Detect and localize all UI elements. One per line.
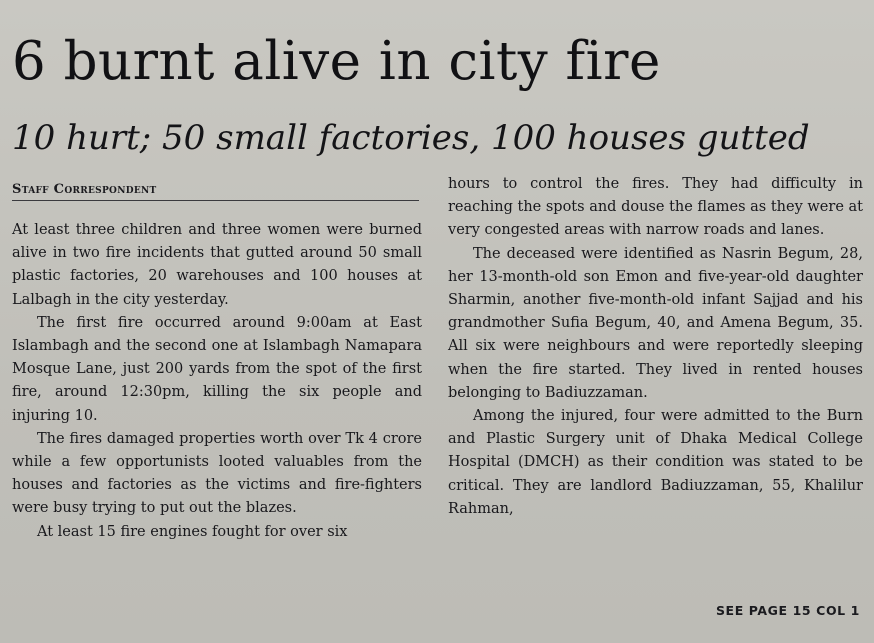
paragraph: hours to control the fires. They had difficulty in reaching the spots and douse the flames as they were at very congested areas with narrow roads and lanes. [448,176,863,239]
subheadline: 10 hurt; 50 small factories, 100 houses gutted [12,118,810,158]
continuation-jump-line: SEE PAGE 15 COL 1 [715,603,860,618]
article-column-right [448,173,863,521]
headline: 6 burnt alive in city fire [12,31,661,92]
paragraph: Among the injured, four were admitted to the Burn and Plastic Surgery unit of Dhaka Medical College Hospital (DMCH) as their condition was stated to be critical. They are landlord Badiuzzaman, 55, Khalilur Rahman, [448,408,863,517]
article-column-left [12,219,422,544]
paragraph: The deceased were identified as Nasrin Begum, 28, her 13-month-old son Emon and five-year-old daughter Sharmin, another five-month-old infant Sajjad and his grandmother Sufia Begum, 40, and Amena Begum, 35. All six were neighbours and were reportedly sleeping when the fire started. They lived in rented houses belonging to Badiuzzaman. [448,245,863,401]
byline-text: Staff Correspondent [12,182,157,197]
paragraph: At least three children and three women were burned alive in two fire incidents that gutted around 50 small plastic factories, 20 warehouses and 100 houses at Lalbagh in the city yesterday. [12,222,422,308]
paragraph: At least 15 fire engines fought for over six [37,523,348,540]
paragraph: The first fire occurred around 9:00am at East Islambagh and the second one at Islambagh Namapara Mosque Lane, just 200 yards from the spot of the first fire, around 12:30pm, killing the six people and injuring 10. [12,314,422,424]
byline [12,178,419,201]
paragraph: The fires damaged properties worth over Tk 4 crore while a few opportunists looted valuables from the houses and factories as the victims and fire-fighters were busy trying to put out the blazes. [12,430,422,517]
